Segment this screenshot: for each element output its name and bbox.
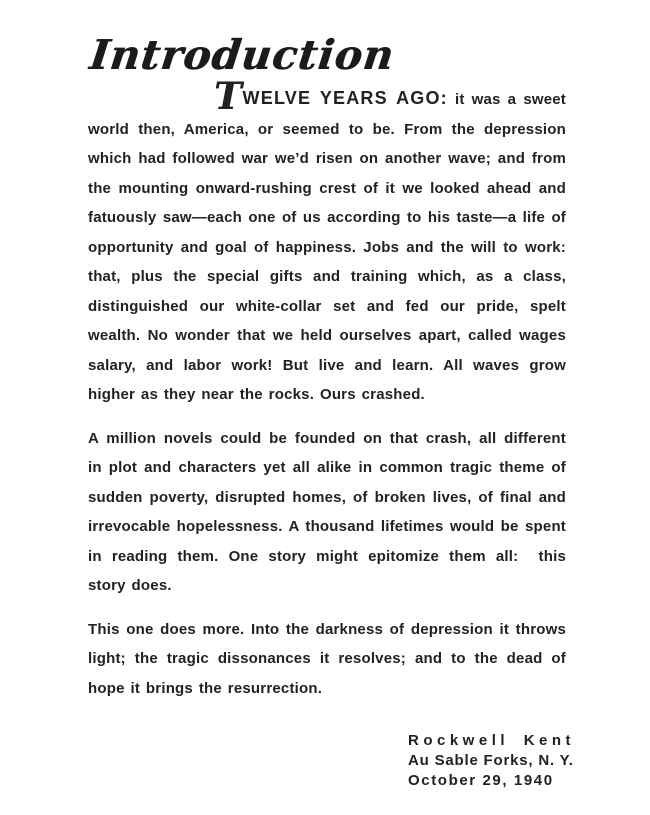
page-title: Introduction [87,31,398,80]
paragraph-middle: A million novels could be founded on that crash, all different in plot and characters yet all alike in common tragic theme of sudden poverty, disrupted homes, of broken lives, of final and irrevocable hopelessness. A thousand lifetimes would be spent in reading them. One story might epitomize them all: this story does. [88,429,566,594]
paragraph-opening [88,74,567,410]
author-name: Rockwell Kent [408,732,576,749]
paragraph-closing: This one does more. Into the darkness of depression it throws light; the tragic dissonances it resolves; and to the dead of hope it brings the resurrection. [88,620,566,697]
paragraph-opening-text: it was a sweet world then, America, or seemed to be. From the depression which had followed war we’d risen on another wave; and from the mounting onward-rushing crest of it we looked ahead and fatuously saw—each one of us according to his taste—a life of opportunity and goal of happiness. Jobs and the will to work: that, plus the special gifts and training which, as a class, distinguished our white-collar set and fed our pride, spelt wealth. No wonder that we held ourselves apart, called wages salary, and labor work! But live and learn. All waves grow higher as they near the rocks. Ours crashed. [88,91,567,403]
author-place: Au Sable Forks, N. Y. [408,752,574,769]
lead-in-caps: WELVE YEARS AGO: [242,88,448,108]
signature-date: October 29, 1940 [408,772,554,789]
drop-cap-initial: T [214,74,242,118]
body-text [88,74,567,717]
signature-block [408,731,575,791]
